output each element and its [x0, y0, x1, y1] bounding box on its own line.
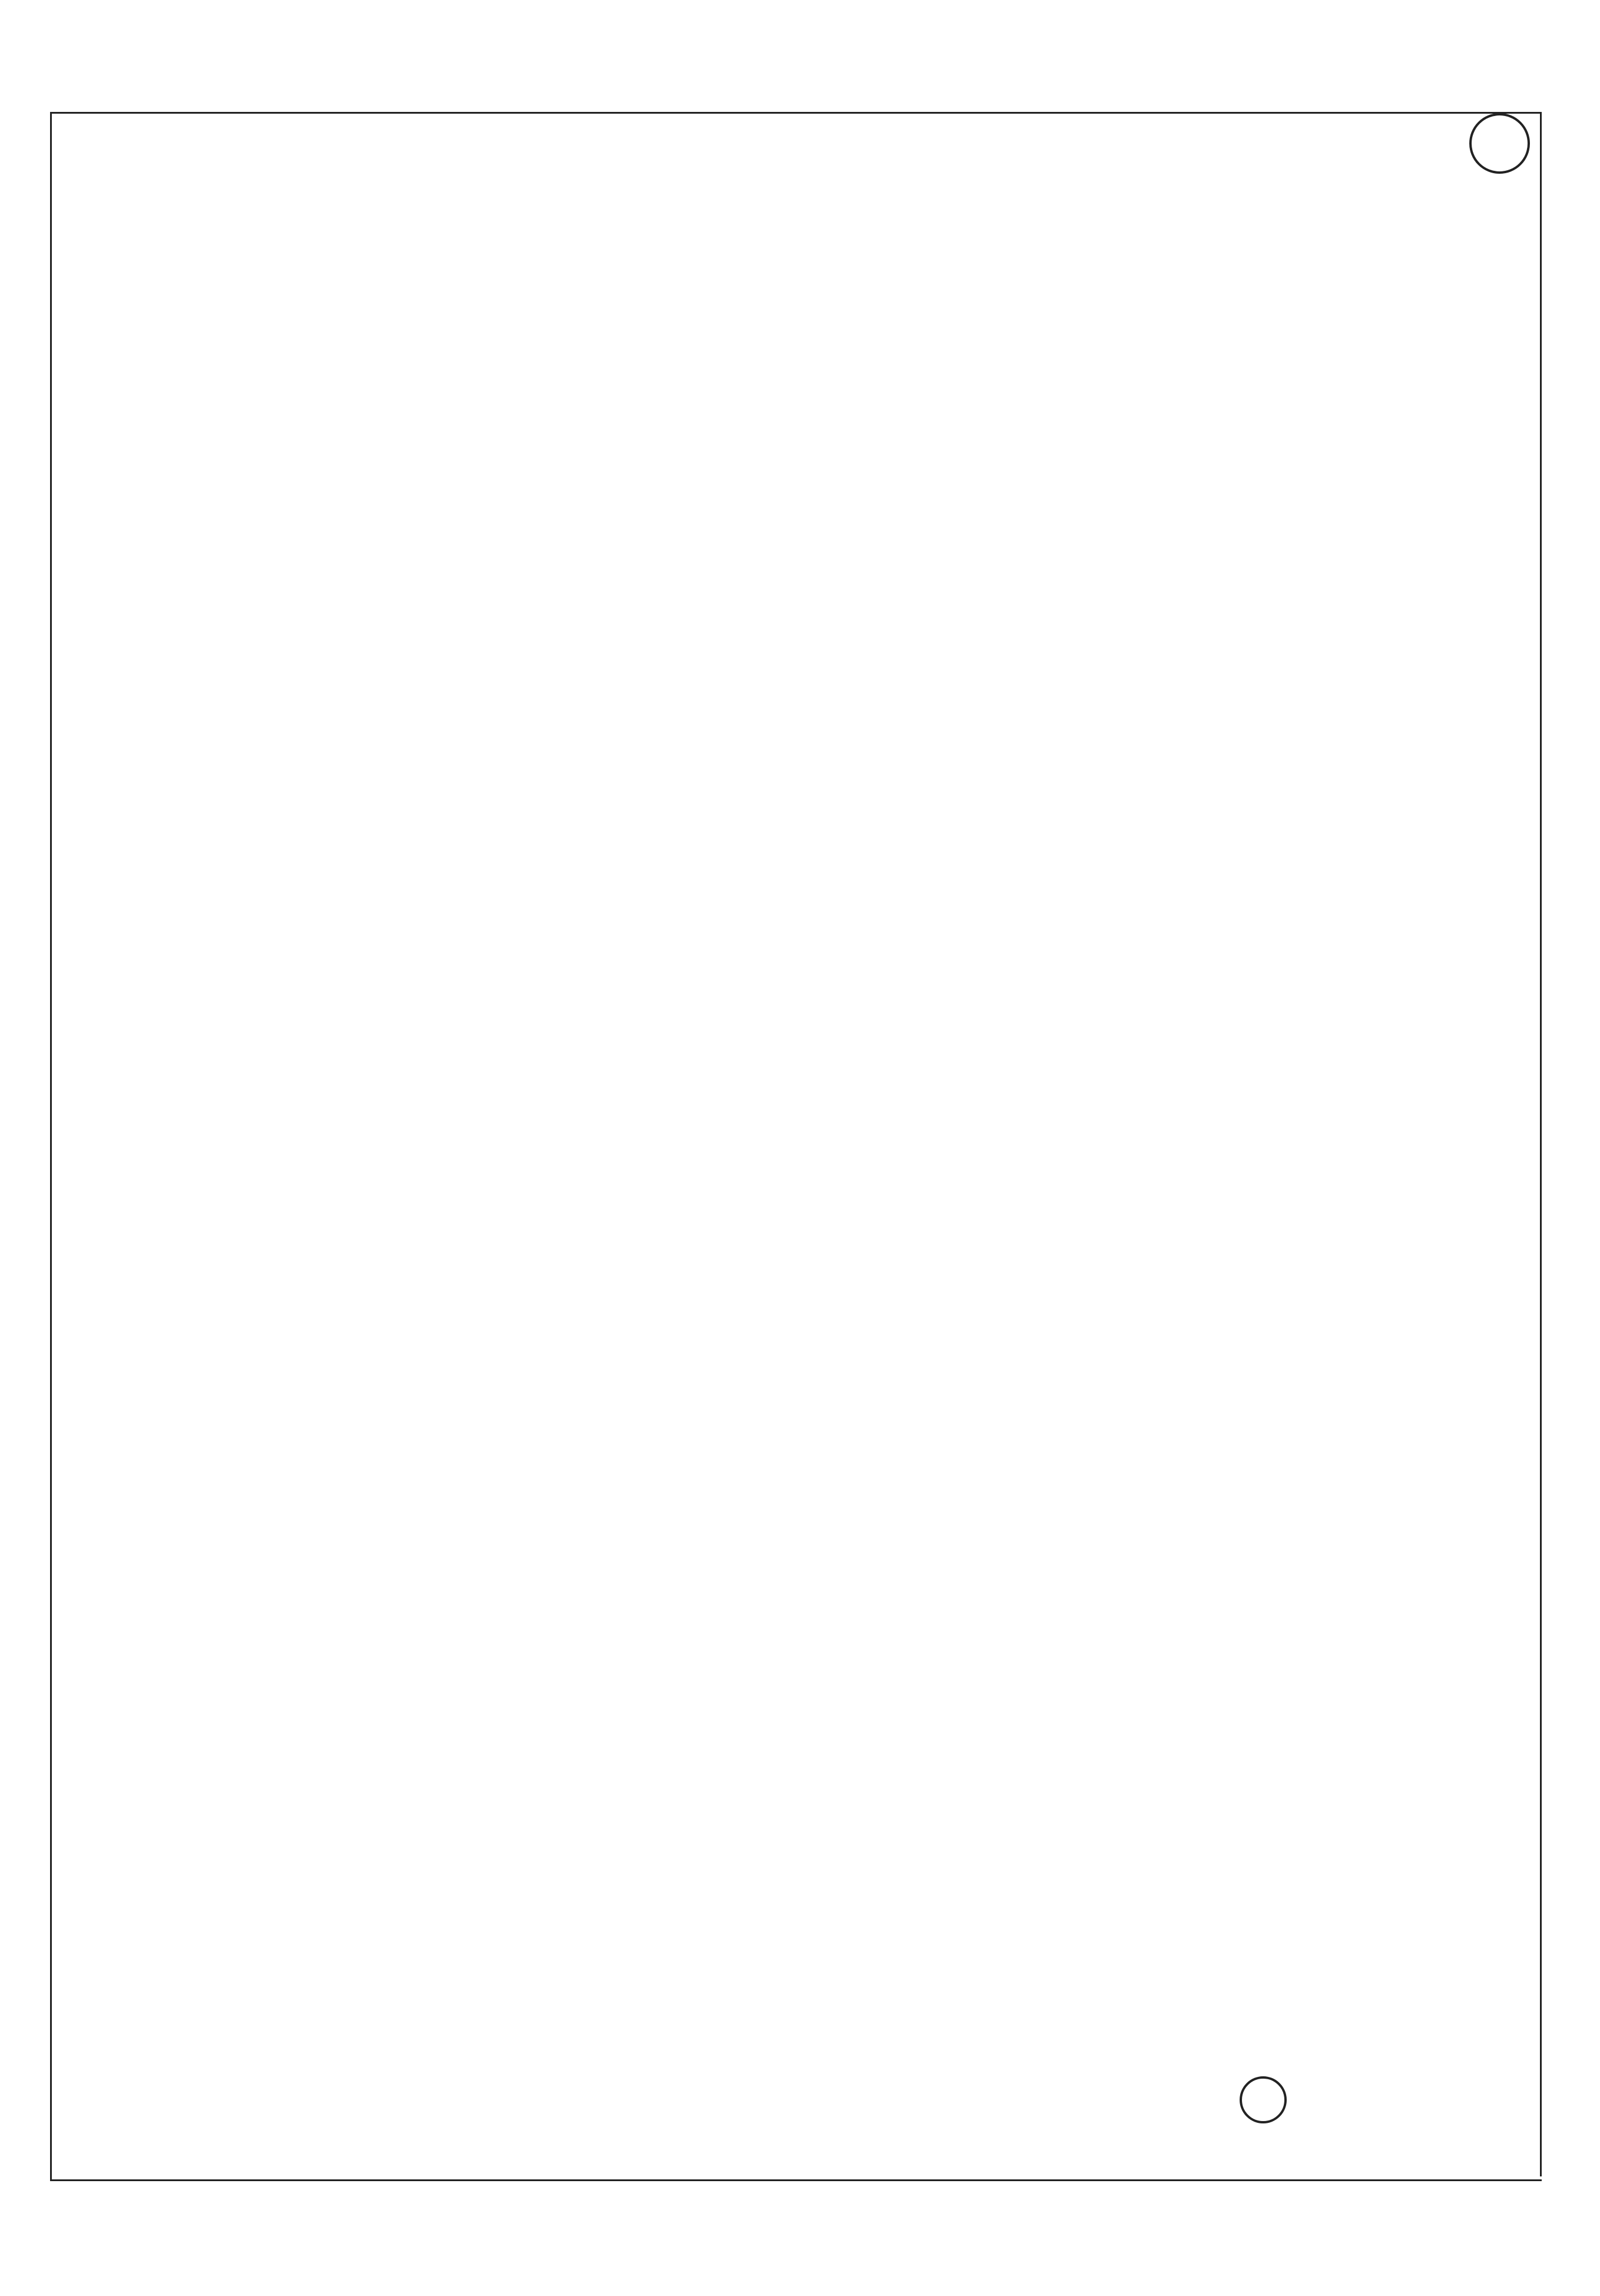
footer-circle [1240, 2076, 1287, 2123]
